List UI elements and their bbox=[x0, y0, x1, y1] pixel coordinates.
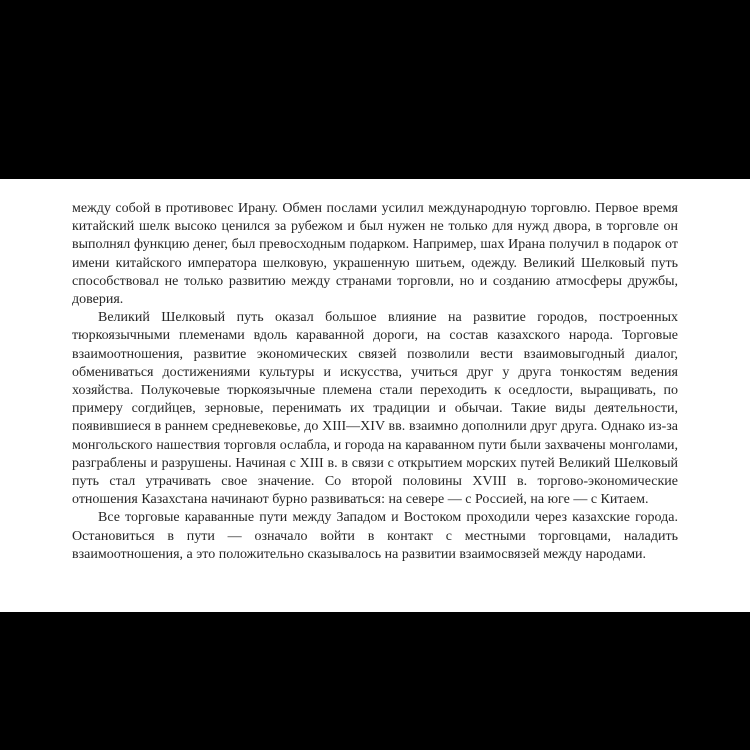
paragraph-continuation: между собой в противовес Ирану. Обмен послами усилил международную торговлю. Первое время китайский шелк высоко ценился за рубежом и был нужен не только для нужд двора, в торговле он выполнял функцию денег, был превосходным подарком. Например, шах Ирана получил в подарок от имени китайского императора шелковую, украшенную шитьем, одежду. Великий Шелковый путь способствовал не только развитию между странами торговли, но и созданию атмосферы дружбы, доверия. bbox=[72, 201, 678, 308]
document-page bbox=[0, 179, 750, 612]
document-text bbox=[72, 200, 678, 564]
paragraph: Все торговые караванные пути между Западом и Востоком проходили через казахские города. Остановиться в пути — означало войти в контакт с местными торговцами, наладить взаимоотношения, а это положительно сказывалось на развитии взаимосвязей между народами. bbox=[72, 510, 678, 562]
paragraph: Великий Шелковый путь оказал большое влияние на развитие городов, построенных тюркоязычными племенами вдоль караванной дороги, на состав казахского народа. Торговые взаимоотношения, развитие экономических связей позволили вести взаимовыгодный диалог, обмениваться достижениями культуры и искусства, учиться друг у друга тонкостям ведения хозяйства. Полукочевые тюркоязычные племена стали переходить к оседлости, выращивать, по примеру согдийцев, зерновые, перенимать их традиции и обычаи. Такие виды деятельности, появившиеся в раннем средневековье, до XIII—XIV вв. взаимно дополнили друг друга. Однако из-за монгольского нашествия торговля ослабла, и города на караванном пути были захвачены монголами, разграблены и разрушены. Начиная с XIII в. в связи с открытием морских путей Великий Шелковый путь стал утрачивать свое значение. Со второй половины XVIII в. торгово-экономические отношения Казахстана начинают бурно развиваться: на севере — с Россией, на юге — с Китаем. bbox=[72, 310, 678, 508]
